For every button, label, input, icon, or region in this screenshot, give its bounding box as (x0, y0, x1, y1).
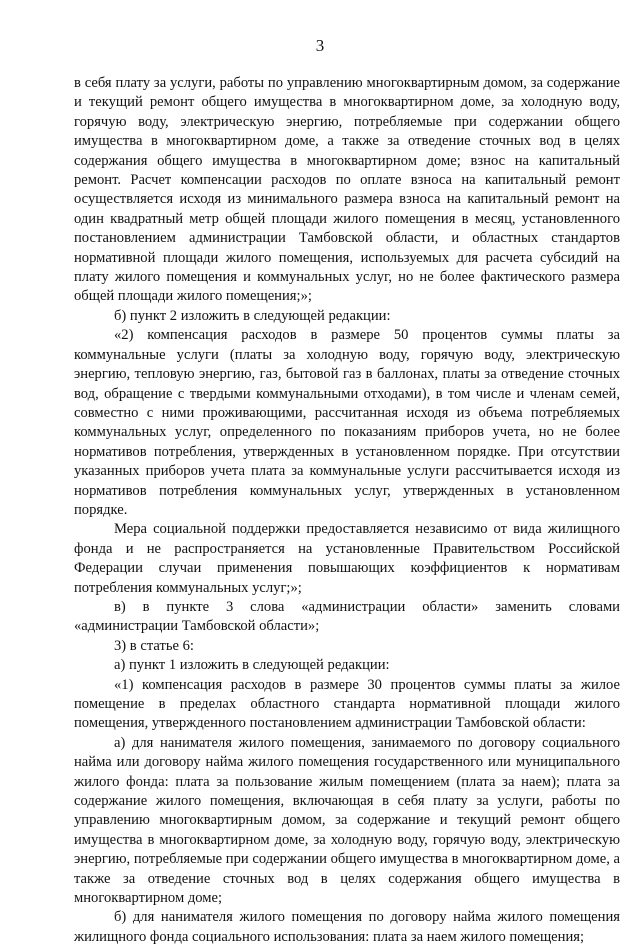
paragraph-item-v-replacement: в) в пункте 3 слова «администрации области» заменить словами «администрации Тамбовской области»; (74, 598, 620, 635)
paragraph-continuation-housing-payment: в себя плату за услуги, работы по управлению многоквартирным домом, за содержание и текущий ремонт общего имущества в многоквартирном доме, за холодную воду, горячую воду, электрическую энергию, потребляемые при содержании общего имущества в многоквартирном доме, а также за отведение сточных вод в целях содержания общего имущества в многоквартирном доме; взнос на капитальный ремонт. Расчет компенсации расходов по оплате взноса на капитальный ремонт осуществляется исходя из минимального размера взноса на капитальный ремонт на один квадратный метр общей площади жилого помещения в месяц, установленного постановлением администрации Тамбовской области, и областных стандартов нормативной площади жилого помещения, используемых для расчета субсидий на плату жилого помещения и коммунальных услуг, но не более фактического размера общей площади жилого помещения;»; (74, 75, 620, 305)
paragraph-article-6-heading: 3) в статье 6: (114, 637, 194, 654)
page-number: 3 (315, 36, 325, 55)
paragraph-item-b-heading: б) пункт 2 изложить в следующей редакции: (114, 307, 391, 324)
paragraph-social-support-measure: Мера социальной поддержки предоставляется независимо от вида жилищного фонда и не распространяется на установленные Правительством Российской Федерации случаи применения повышающих коэффициентов к нормативам потребления коммунальных услуг;»; (74, 521, 620, 596)
paragraph-tenant-social-use-fund: б) для нанимателя жилого помещения по договору найма жилого помещения жилищного фонда социального использования: плата за наем жилого помещения; (74, 909, 620, 945)
paragraph-tenant-social-lease: а) для нанимателя жилого помещения, занимаемого по договору социального найма или договору найма жилого помещения государственного или муниципального жилого фонда: плата за пользование жилым помещением (плата за наем); плата за содержание жилого помещения, включающая в себя плату за услуги, работы по управлению многоквартирным домом, за содержание и текущий ремонт общего имущества в многоквартирном доме, за холодную воду, горячую воду, электрическую энергию, потребляемые при содержании общего имущества в многоквартирном доме, а также за отведение сточных вод в целях содержания общего имущества в многоквартирном доме; (74, 734, 620, 907)
paragraph-housing-compensation-30: «1) компенсация расходов в размере 30 процентов суммы платы за жилое помещение в пределах областного стандарта нормативной площади жилого помещения, утвержденного постановлением администрации Тамбовской области: (74, 676, 620, 732)
paragraph-utilities-compensation: «2) компенсация расходов в размере 50 процентов суммы платы за коммунальные услуги (платы за холодную воду, горячую воду, электрическую энергию, тепловую энергию, газ, бытовой газ в баллонах, платы за отведение сточных вод, обращение с твердыми коммунальными отходами), в том числе и членам семей, совместно с ними проживающими, рассчитанная исходя из объема потребляемых коммунальных услуг, определенного по показаниям приборов учета, но не более нормативов потребления, утвержденных в установленном порядке. При отсутствии указанных приборов учета плата за коммунальные услуги рассчитывается исходя из нормативов потребления коммунальных услуг, утвержденных в установленном порядке. (74, 327, 620, 518)
paragraph-item-a-heading: а) пункт 1 изложить в следующей редакции: (114, 657, 390, 674)
document-body (74, 74, 620, 947)
